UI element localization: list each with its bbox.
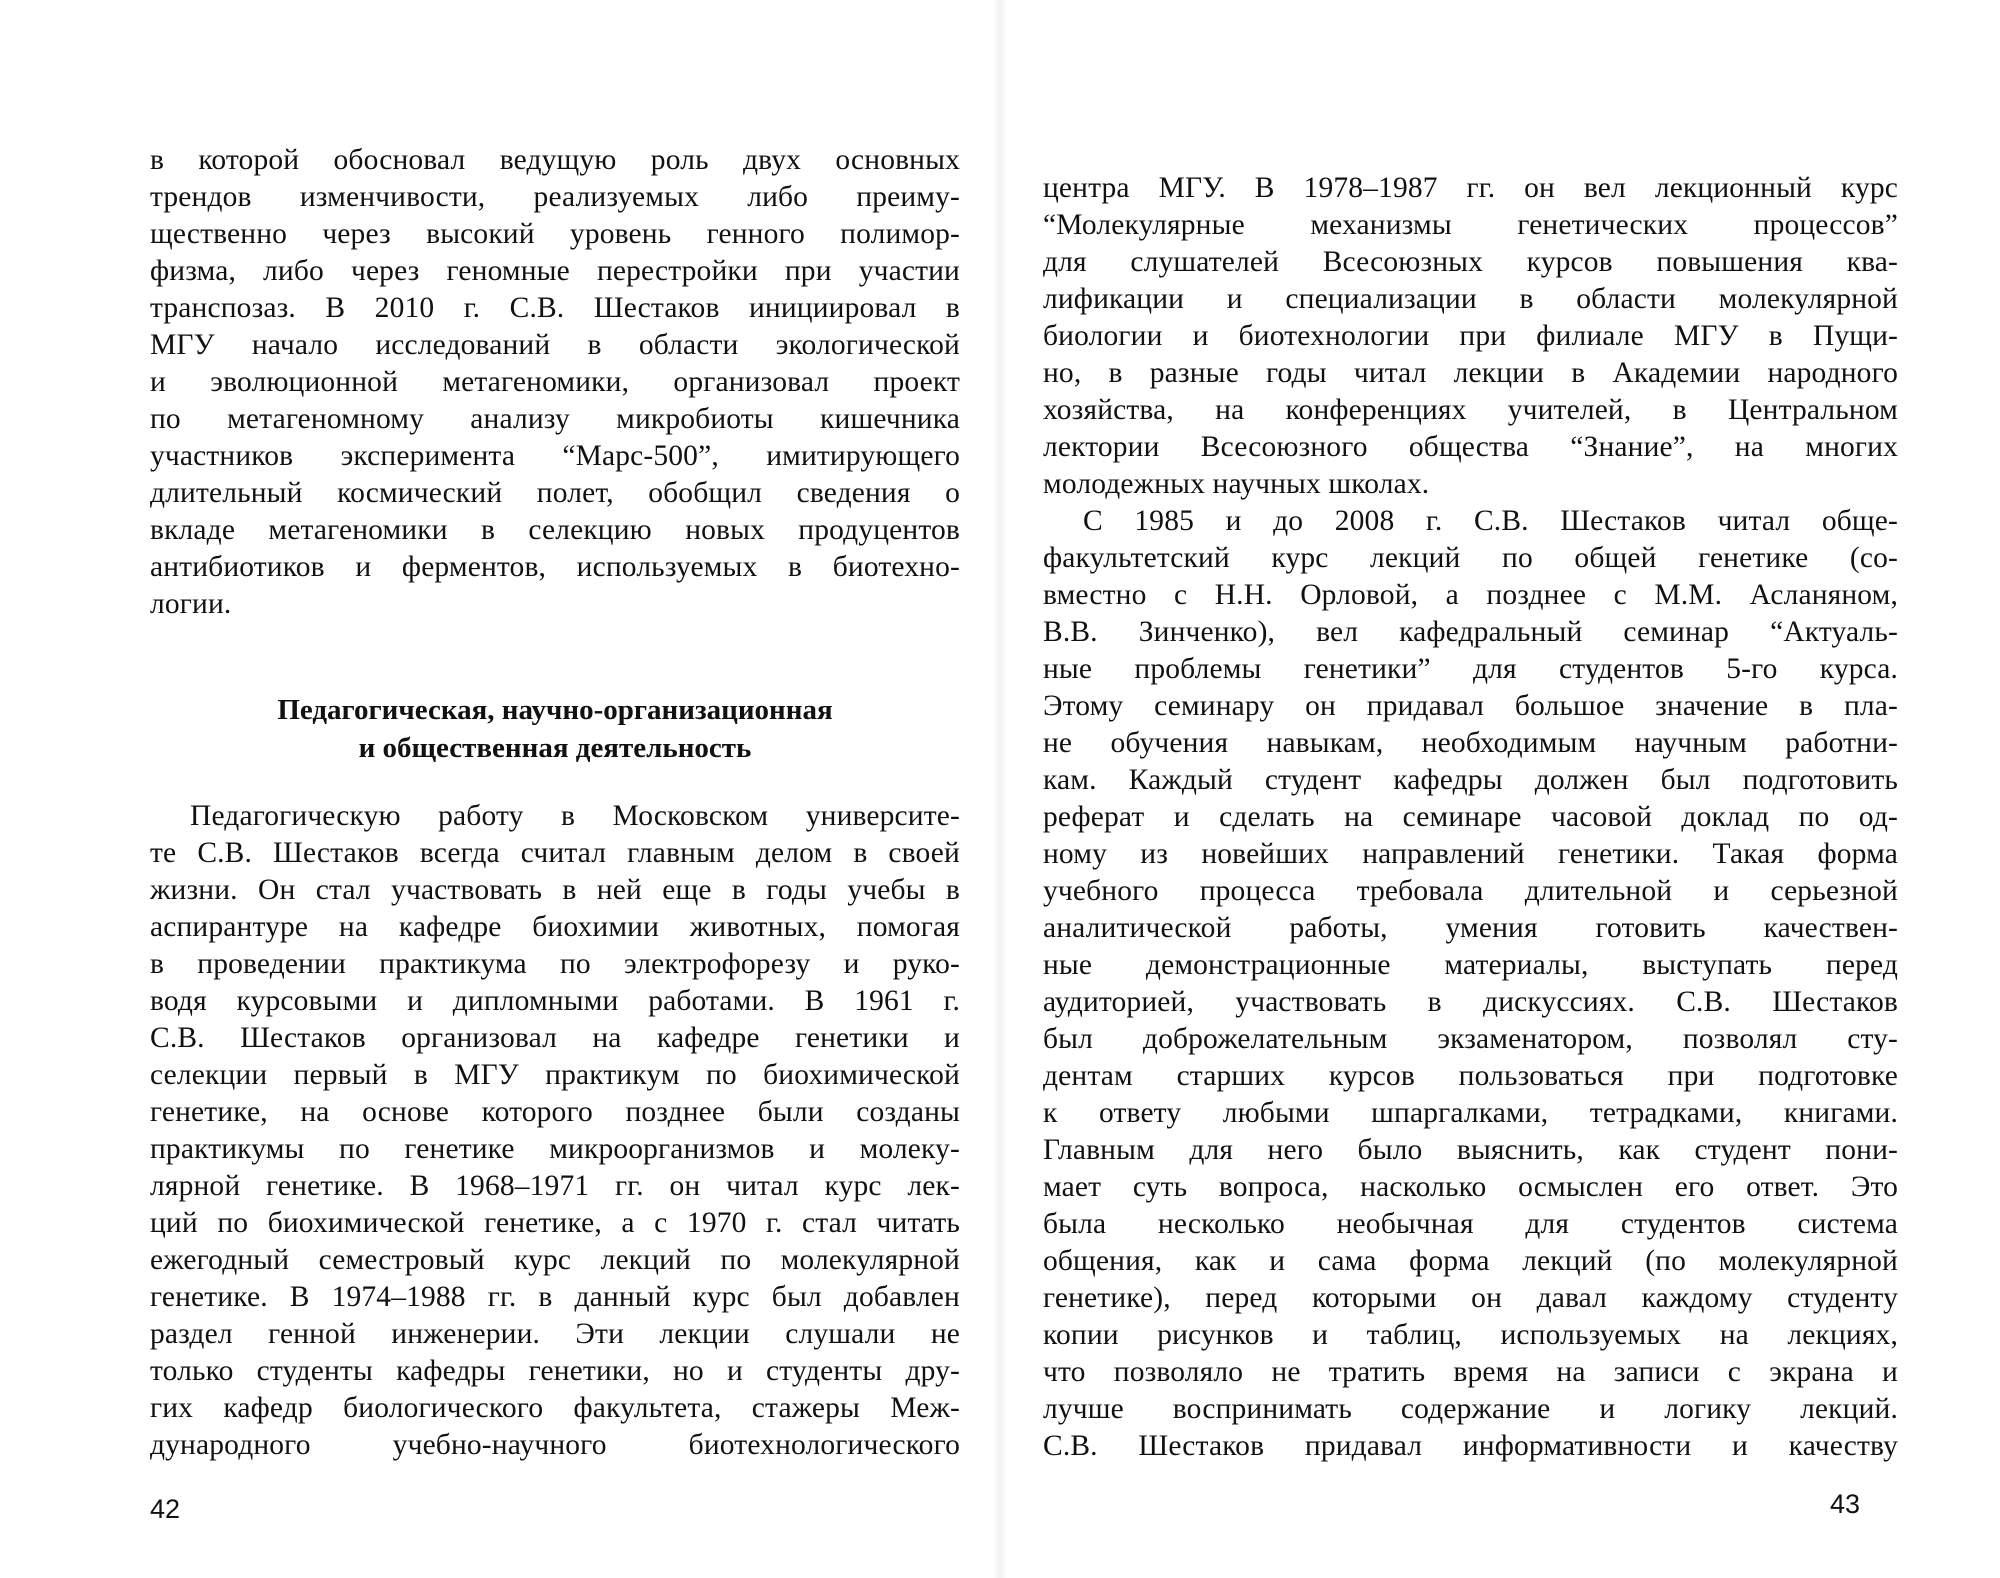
text-line: Педагогическую работу в Московском университе-	[190, 800, 960, 832]
text-line: длительный космический полет, обобщил сведения о	[150, 477, 960, 509]
text-line: молодежных научных школах.	[1043, 468, 1430, 500]
text-line: только студенты кафедры генетики, но и студенты дру-	[150, 1355, 960, 1387]
text-line: генетике), перед которыми он давал каждому студенту	[1043, 1282, 1898, 1314]
section-heading-line: и общественная деятельность	[358, 732, 752, 764]
text-line: была несколько необычная для студентов система	[1043, 1208, 1898, 1240]
text-line: центра МГУ. В 1978–1987 гг. он вел лекционный курс	[1043, 172, 1898, 204]
text-line: вместно с Н.Н. Орловой, а позднее с М.М. Асланяном,	[1043, 579, 1898, 611]
text-line: селекции первый в МГУ практикум по биохимической	[150, 1059, 960, 1091]
text-line: Главным для него было выяснить, как студент пони-	[1043, 1134, 1898, 1166]
text-line: кам. Каждый студент кафедры должен был подготовить	[1043, 764, 1898, 796]
text-line: С.В. Шестаков организовал на кафедре генетики и	[150, 1022, 960, 1054]
text-line: дународного учебно-научного биотехнологического	[150, 1429, 960, 1461]
text-line: ные проблемы генетики” для студентов 5-го курса.	[1043, 653, 1898, 685]
text-line: реферат и сделать на семинаре часовой доклад по од-	[1043, 801, 1898, 833]
page-number-left: 42	[150, 1494, 181, 1524]
text-line: участников эксперимента “Марс-500”, имитирующего	[150, 440, 960, 472]
text-line: и эволюционной метагеномики, организовал проект	[150, 366, 960, 398]
text-line: в проведении практикума по электрофорезу и руко-	[150, 948, 960, 980]
text-line: генетике. В 1974–1988 гг. в данный курс был добавлен	[150, 1281, 960, 1313]
text-line: лярной генетике. В 1968–1971 гг. он читал курс лек-	[150, 1170, 960, 1202]
text-line: аналитической работы, умения готовить качествен-	[1043, 912, 1898, 944]
right-page	[1005, 0, 2000, 1578]
section-heading-line: Педагогическая, научно-организационная	[277, 694, 833, 726]
text-line: биологии и биотехнологии при филиале МГУ в Пущи-	[1043, 320, 1898, 352]
text-line: был доброжелательным экзаменатором, позволял сту-	[1043, 1023, 1898, 1055]
text-line: щественно через высокий уровень генного полимор-	[150, 218, 960, 250]
text-line: антибиотиков и ферментов, используемых в биотехно-	[150, 551, 960, 583]
text-line: “Молекулярные механизмы генетических процессов”	[1043, 209, 1898, 241]
text-line: аспирантуре на кафедре биохимии животных, помогая	[150, 911, 960, 943]
text-line: жизни. Он стал участвовать в ней еще в годы учебы в	[150, 874, 960, 906]
text-line: лучше воспринимать содержание и логику лекций.	[1043, 1393, 1898, 1425]
text-line: в которой обосновал ведущую роль двух основных	[150, 144, 960, 176]
text-line: раздел генной инженерии. Эти лекции слушали не	[150, 1318, 960, 1350]
text-line: те С.В. Шестаков всегда считал главным делом в своей	[150, 837, 960, 869]
text-line: МГУ начало исследований в области экологической	[150, 329, 960, 361]
text-line: трендов изменчивости, реализуемых либо преиму-	[150, 181, 960, 213]
text-line: ций по биохимической генетике, а с 1970 г. стал читать	[150, 1207, 960, 1239]
text-line: лектории Всесоюзного общества “Знание”, на многих	[1043, 431, 1898, 463]
text-line: генетике, на основе которого позднее были созданы	[150, 1096, 960, 1128]
text-line: С 1985 и до 2008 г. С.В. Шестаков читал обще-	[1083, 505, 1898, 537]
text-line: транспозаз. В 2010 г. С.В. Шестаков инициировал в	[150, 292, 960, 324]
text-line: но, в разные годы читал лекции в Академии народного	[1043, 357, 1898, 389]
text-line: водя курсовыми и дипломными работами. В 1961 г.	[150, 985, 960, 1017]
text-line: В.В. Зинченко), вел кафедральный семинар “Актуаль-	[1043, 616, 1898, 648]
text-line: вкладе метагеномики в селекцию новых продуцентов	[150, 514, 960, 546]
text-line: логии.	[150, 588, 232, 620]
text-line: ные демонстрационные материалы, выступать перед	[1043, 949, 1898, 981]
text-line: ному из новейших направлений генетики. Такая форма	[1043, 838, 1898, 870]
text-line: что позволяло не тратить время на записи с экрана и	[1043, 1356, 1898, 1388]
text-line: практикумы по генетике микроорганизмов и молеку-	[150, 1133, 960, 1165]
text-line: для слушателей Всесоюзных курсов повышения ква-	[1043, 246, 1898, 278]
text-line: гих кафедр биологического факультета, стажеры Меж-	[150, 1392, 960, 1424]
text-line: Этому семинару он придавал большое значение в пла-	[1043, 690, 1898, 722]
text-line: учебного процесса требовала длительной и серьезной	[1043, 875, 1898, 907]
left-page	[0, 0, 995, 1578]
text-line: общения, как и сама форма лекций (по молекулярной	[1043, 1245, 1898, 1277]
text-line: аудиторией, участвовать в дискуссиях. С.В. Шестаков	[1043, 986, 1898, 1018]
text-line: к ответу любыми шпаргалками, тетрадками, книгами.	[1043, 1097, 1898, 1129]
text-line: физма, либо через геномные перестройки при участии	[150, 255, 960, 287]
text-line: дентам старших курсов пользоваться при подготовке	[1043, 1060, 1898, 1092]
text-line: факультетский курс лекций по общей генетике (со-	[1043, 542, 1898, 574]
text-line: мает суть вопроса, насколько осмыслен его ответ. Это	[1043, 1171, 1898, 1203]
text-line: ежегодный семестровый курс лекций по молекулярной	[150, 1244, 960, 1276]
text-line: по метагеномному анализу микробиоты кишечника	[150, 403, 960, 435]
text-line: копии рисунков и таблиц, используемых на лекциях,	[1043, 1319, 1898, 1351]
text-line: С.В. Шестаков придавал информативности и качеству	[1043, 1430, 1898, 1462]
text-line: хозяйства, на конференциях учителей, в Центральном	[1043, 394, 1898, 426]
text-line: лификации и специализации в области молекулярной	[1043, 283, 1898, 315]
text-line: не обучения навыкам, необходимым научным работни-	[1043, 727, 1898, 759]
page-number-right: 43	[1830, 1489, 1861, 1519]
